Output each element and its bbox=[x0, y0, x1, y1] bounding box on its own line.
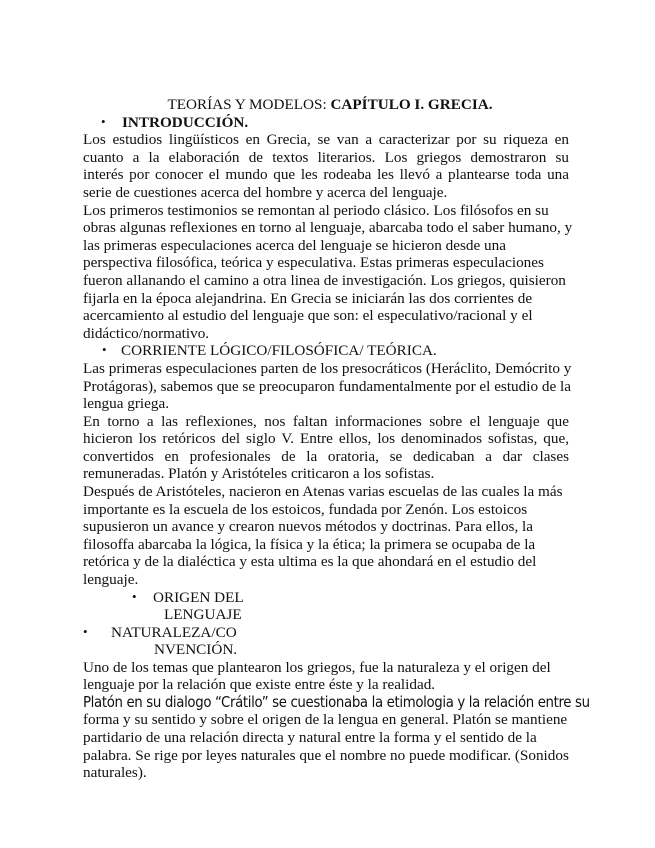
text-line: fueron allanando el camino a otra linea de investigación. Los griegos, quisieron bbox=[83, 271, 566, 289]
paragraph-intro bbox=[83, 131, 569, 201]
text-line: Platón en su dialogo “Crátilo” se cuestionaba la etimologia y la relación entre su bbox=[83, 693, 590, 711]
section-heading-corriente bbox=[83, 342, 569, 360]
text-line: forma y su sentido y sobre el origen de la lengua en general. Platón se mantiene bbox=[83, 711, 568, 729]
page-title bbox=[83, 96, 569, 114]
text-line: acercamiento al estudio del lenguaje que son: el especulativo/racional y el bbox=[83, 307, 533, 325]
paragraph-testimonios bbox=[83, 201, 573, 343]
bullet-icon: • bbox=[102, 342, 107, 358]
section-heading-origen bbox=[83, 589, 569, 624]
text-line: las primeras especulaciones acerca del lenguaje se hicieron desde una bbox=[83, 236, 506, 254]
text-line: filosoffa abarcaba la lógica, la física y la ética; la primera se ocupaba de la bbox=[83, 535, 536, 553]
text-line: interés por conocer el mundo que les rodeaba les llevó a plantearse toda una bbox=[83, 166, 569, 184]
bullet-icon: • bbox=[101, 113, 106, 129]
text-line: Después de Aristóteles, nacieron en Atenas varias escuelas de las cuales la más bbox=[83, 483, 563, 501]
text-line: Las primeras especulaciones parten de los presocráticos (Heráclito, Demócrito y bbox=[83, 359, 572, 377]
section-heading-naturaleza bbox=[83, 624, 569, 659]
text-line: retórica y de la dialéctica y esta ultima es la que ahondará en el estudio del bbox=[83, 553, 537, 571]
heading-text: CORRIENTE LÓGICO/FILOSÓFICA/ TEÓRICA. bbox=[121, 342, 437, 360]
text-line: lenguaje. bbox=[83, 571, 139, 589]
text-line: lengua griega. bbox=[83, 395, 170, 413]
heading-text-line: NVENCIÓN. bbox=[154, 641, 238, 659]
title-chapter: CAPÍTULO I. GRECIA. bbox=[330, 96, 493, 113]
paragraph-sofistas bbox=[83, 413, 569, 483]
paragraph-presocraticos bbox=[83, 359, 572, 413]
text-line: palabra. Se rige por leyes naturales que el nombre no puede modificar. (Sonidos bbox=[83, 746, 569, 764]
heading-text-line: NATURALEZA/CO bbox=[111, 623, 237, 641]
text-line: importante es la escuela de los estoicos, fundada por Zenón. Los estoicos bbox=[83, 500, 528, 518]
text-line: hicieron los retóricos del siglo V. Entre ellos, los denominados sofistas, que, bbox=[83, 430, 569, 448]
text-line: remuneradas. Platón y Aristóteles criticaron a los sofistas. bbox=[83, 465, 435, 483]
paragraph-temas bbox=[83, 659, 569, 694]
text-line: fijarla en la época alejandrina. En Grecia se iniciarán las dos corrientes de bbox=[83, 289, 533, 307]
text-line: naturales). bbox=[83, 764, 147, 782]
bullet-icon: • bbox=[132, 588, 137, 604]
heading-text: INTRODUCCIÓN. bbox=[122, 113, 249, 131]
heading-text-line: ORIGEN DEL bbox=[153, 588, 244, 606]
text-line: Los primeros testimonios se remontan al periodo clásico. Los filósofos en su bbox=[83, 201, 549, 219]
text-line: cuanto a la elaboración de textos literarios. Los griegos demostraron su bbox=[83, 148, 569, 166]
section-heading-introduccion bbox=[83, 114, 569, 132]
text-line: Uno de los temas que plantearon los griegos, fue la naturaleza y el origen del bbox=[83, 658, 551, 676]
text-line: En torno a las reflexiones, nos faltan informaciones sobre el lenguaje que bbox=[83, 412, 569, 430]
text-line: obras algunas reflexiones en torno al lenguaje, abarcaba todo el saber humano, y bbox=[83, 219, 573, 237]
paragraph-cratilo bbox=[83, 693, 590, 782]
heading-text-line: LENGUAJE bbox=[164, 606, 242, 624]
paragraph-estoicos bbox=[83, 483, 569, 589]
title-prefix: TEORÍAS Y MODELOS: bbox=[167, 96, 331, 113]
text-line: lenguaje por la relación que existe entre éste y la realidad. bbox=[83, 676, 436, 694]
text-line: perspectiva filosófica, teórica y especulativa. Estas primeras especulaciones bbox=[83, 254, 544, 272]
bullet-icon: • bbox=[83, 623, 88, 639]
text-line: didáctico/normativo. bbox=[83, 324, 210, 342]
text-line: Los estudios lingüísticos en Grecia, se van a caracterizar por su riqueza en bbox=[83, 131, 569, 149]
text-line: convertidos en profesionales de la oratoria, se dedicaban a dar clases bbox=[83, 447, 569, 465]
document-page bbox=[83, 96, 590, 782]
text-line: Protágoras), sabemos que se preocuparon fundamentalmente por el estudio de la bbox=[83, 377, 571, 395]
text-line: supusieron un avance y crearon nuevos métodos y doctrinas. Para ellos, la bbox=[83, 518, 534, 536]
text-line: partidario de una relación directa y natural entre la forma y el sentido de la bbox=[83, 729, 537, 746]
text-line: serie de cuestiones acerca del hombre y acerca del lenguaje. bbox=[83, 183, 448, 201]
